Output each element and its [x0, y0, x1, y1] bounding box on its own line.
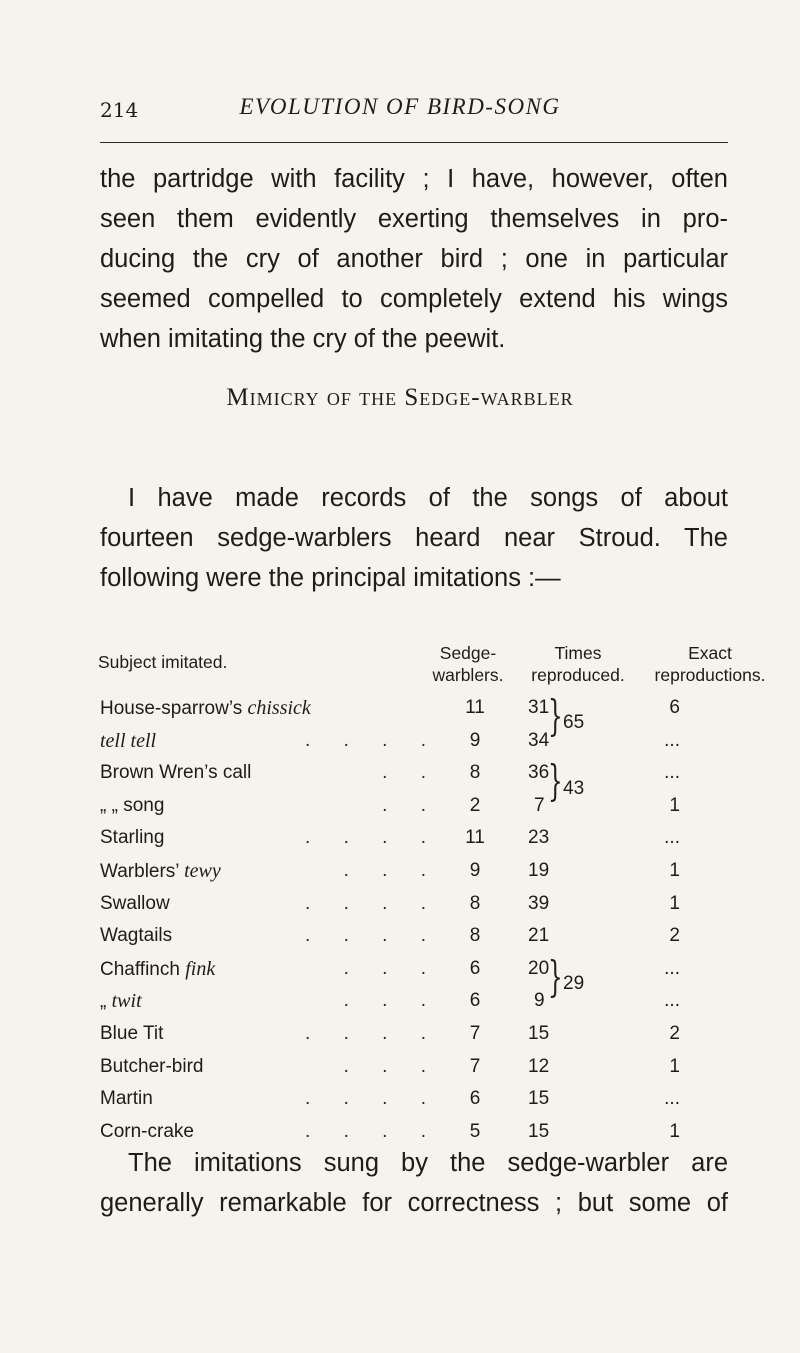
row-subject: [100, 697, 311, 720]
subject-text: Blue Tit: [100, 1023, 164, 1044]
row-subject: [100, 860, 221, 883]
leader-dots: . . . .: [305, 892, 440, 914]
exact-reproductions: 2: [669, 1023, 680, 1044]
sedge-warblers-count: 11: [465, 827, 485, 849]
times-reproduced: 15: [528, 1023, 550, 1044]
row-subject: [100, 795, 164, 817]
header-sedge-warblers: [418, 642, 518, 686]
leader-dots: . . .: [343, 1055, 440, 1077]
exact-reproductions: 1: [669, 1055, 680, 1077]
times-reproduced: 19: [528, 860, 550, 881]
subject-text: Butcher-bird: [100, 1055, 204, 1077]
row-subject: [100, 1056, 204, 1078]
times-reproduced: 21: [528, 925, 550, 947]
header-line: Exact: [688, 643, 732, 663]
brace-icon: }: [548, 691, 563, 740]
text-line: ducing the cry of another bird ; one in particular: [100, 245, 728, 273]
sedge-warblers-count: 6: [469, 990, 481, 1012]
subject-italic: fink: [185, 957, 216, 980]
section-heading: Mimicry of the Sedge-warbler: [226, 384, 574, 411]
header-line: warblers.: [432, 665, 504, 685]
times-reproduced: 7: [534, 794, 545, 816]
subject-italic: tell tell: [100, 729, 157, 752]
combined-total: 29: [563, 973, 585, 995]
times-reproduced: 31: [528, 697, 550, 718]
combined-total: 43: [563, 777, 585, 799]
subject-text: Martin: [100, 1088, 153, 1110]
subject-text: Wagtails: [100, 925, 173, 947]
row-subject: [100, 730, 156, 753]
text-line: following were the principal imitations :—: [100, 564, 561, 592]
text-line: The imitations sung by the sedge-warbler are: [128, 1149, 728, 1177]
subject-text: „ „ song: [100, 794, 165, 816]
sedge-warblers-count: 6: [469, 957, 481, 979]
header-line: reproductions.: [654, 665, 766, 685]
subject-text: Brown Wren’s call: [100, 762, 252, 784]
sedge-warblers-count: 8: [469, 892, 481, 914]
text-line: seemed compelled to completely extend his wings: [100, 285, 728, 313]
row-subject: [100, 827, 164, 849]
text-line: fourteen sedge-warblers heard near Stroud. The: [100, 524, 728, 552]
subject-italic: chissick: [247, 697, 311, 719]
exact-reproductions: ...: [664, 1088, 680, 1110]
sedge-warblers-count: 11: [465, 697, 485, 718]
exact-reproductions: 2: [669, 925, 680, 947]
sedge-warblers-count: 9: [469, 860, 481, 881]
subject-italic: tewy: [184, 860, 221, 882]
exact-reproductions: 1: [669, 892, 680, 914]
sedge-warblers-count: 7: [469, 1023, 481, 1044]
sedge-warblers-count: 8: [469, 762, 481, 784]
row-subject: [100, 893, 170, 915]
sedge-warblers-count: 8: [469, 925, 481, 947]
times-reproduced: 12: [528, 1055, 550, 1077]
sedge-warblers-count: 6: [469, 1088, 481, 1110]
row-subject: [100, 925, 172, 947]
leader-dots: . . . .: [305, 1120, 440, 1142]
exact-reproductions: ...: [664, 990, 680, 1012]
sedge-warblers-count: 2: [469, 794, 481, 816]
times-reproduced: 39: [528, 892, 550, 914]
text-line: the partridge with facility ; I have, however, often: [100, 165, 728, 193]
row-subject: [100, 990, 142, 1013]
row-subject: [100, 1023, 163, 1045]
sedge-warblers-count: 7: [469, 1055, 481, 1077]
leader-dots: . . .: [343, 860, 440, 881]
page-number: 214: [100, 98, 139, 122]
subject-text: Starling: [100, 827, 165, 849]
leader-dots: . . . .: [305, 729, 440, 751]
header-line: Sedge-: [439, 643, 497, 663]
subject-italic: twit: [111, 990, 142, 1013]
exact-reproductions: ...: [664, 729, 680, 751]
row-subject: [100, 958, 215, 981]
text-line: I have made records of the songs of about: [128, 484, 728, 512]
header-exact-reproductions: [640, 642, 780, 686]
exact-reproductions: 1: [669, 1120, 680, 1142]
leader-dots: . . .: [343, 957, 440, 979]
leader-dots: . .: [382, 794, 440, 816]
leader-dots: . .: [382, 762, 440, 784]
subject-text: Swallow: [100, 892, 170, 914]
running-head: EVOLUTION OF BIRD-SONG: [239, 94, 561, 119]
exact-reproductions: 6: [669, 697, 680, 718]
row-subject: [100, 762, 251, 784]
subject-text: „: [100, 991, 112, 1013]
subject-text: House-sparrow’s: [100, 698, 248, 719]
row-subject: [100, 1088, 153, 1110]
row-subject: [100, 1121, 194, 1143]
text-line: when imitating the cry of the peewit.: [100, 325, 506, 353]
leader-dots: . . . .: [305, 1023, 440, 1044]
leader-dots: . . . .: [305, 827, 440, 849]
header-subject: Subject imitated.: [98, 652, 228, 672]
text-line: seen them evidently exerting themselves in pro-: [100, 205, 728, 233]
times-reproduced: 9: [534, 990, 545, 1012]
header-line: reproduced.: [531, 665, 625, 685]
sedge-warblers-count: 5: [469, 1120, 481, 1142]
header-line: Times: [554, 643, 602, 663]
leader-dots: . . .: [343, 990, 440, 1012]
subject-text: Chaffinch: [100, 958, 186, 980]
combined-total: 65: [563, 712, 585, 734]
times-reproduced: 15: [528, 1088, 550, 1110]
exact-reproductions: ...: [664, 827, 680, 849]
exact-reproductions: ...: [664, 957, 680, 979]
sedge-warblers-count: 9: [469, 729, 481, 751]
paragraph-3: [100, 1143, 728, 1223]
subject-text: Warblers’: [100, 861, 185, 882]
exact-reproductions: ...: [664, 762, 680, 784]
text-line: generally remarkable for correctness ; but some of: [100, 1189, 728, 1217]
times-reproduced: 20: [528, 957, 550, 979]
times-reproduced: 15: [528, 1120, 550, 1142]
times-reproduced: 34: [528, 729, 550, 751]
leader-dots: . . . .: [305, 925, 440, 947]
exact-reproductions: 1: [669, 860, 680, 881]
subject-text: Corn-crake: [100, 1120, 194, 1142]
brace-icon: }: [548, 951, 563, 1001]
brace-icon: }: [548, 756, 563, 806]
times-reproduced: 23: [528, 827, 550, 849]
header-times-reproduced: [508, 642, 648, 686]
leader-dots: . . . .: [305, 1088, 440, 1110]
times-reproduced: 36: [528, 762, 550, 784]
exact-reproductions: 1: [669, 794, 680, 816]
